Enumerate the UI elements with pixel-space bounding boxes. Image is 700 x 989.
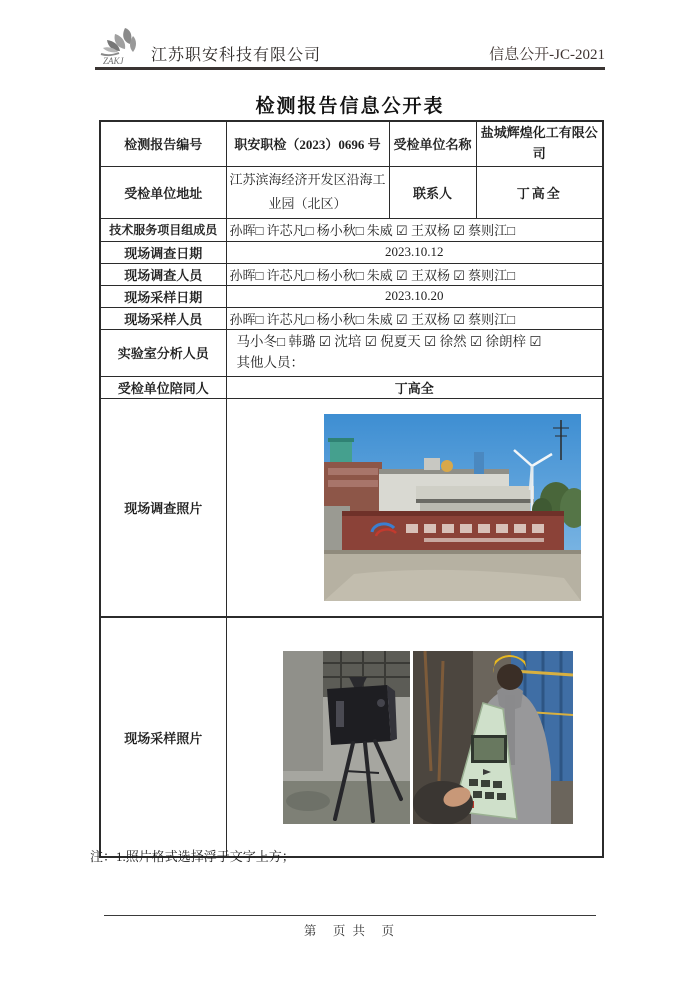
row-lab-staff: [100, 329, 603, 376]
page-number-text: 第 页 共 页: [303, 924, 397, 938]
row-sampling-photo: [100, 617, 603, 857]
survey-staff-members: 孙晖□ 许芯凡□ 杨小秋□ 朱威 ☑ 王双杨 ☑ 蔡则江□: [226, 263, 603, 285]
row-unit-addr: [100, 166, 603, 218]
row-survey-photo: [100, 398, 603, 617]
sampling-photo-label: 现场采样照片: [100, 617, 226, 857]
sampler-tripod-photo: [283, 651, 410, 824]
row-sampling-staff: [100, 307, 603, 329]
footer-rule: [104, 915, 596, 916]
row-sampling-date: [100, 285, 603, 307]
company-name: 江苏职安科技有限公司: [151, 47, 322, 64]
page-title: 检测报告信息公开表: [255, 96, 445, 117]
companion-value: 丁高全: [226, 376, 603, 398]
row-companion: [100, 376, 603, 398]
worker-meter-photo: [413, 651, 573, 824]
companion-label: 受检单位陪同人: [100, 376, 226, 398]
survey-site-photo: [324, 414, 581, 601]
row-report-no: [100, 121, 603, 166]
team-members: 孙晖□ 许芯凡□ 杨小秋□ 朱威 ☑ 王双杨 ☑ 蔡则江□: [226, 218, 603, 241]
company-logo-icon: [95, 26, 147, 66]
header-rule: [95, 67, 605, 70]
disclosure-form-table: [99, 120, 604, 858]
row-survey-date: [100, 241, 603, 263]
sampling-photo-cell: [226, 617, 603, 857]
survey-date-value: 2023.10.12: [226, 241, 603, 263]
row-team: [100, 218, 603, 241]
unit-name-value: 盐城辉煌化工有限公司: [476, 121, 603, 166]
survey-photo-cell: [226, 398, 603, 617]
sampling-date-value: 2023.10.20: [226, 285, 603, 307]
sampling-staff-label: 现场采样人员: [100, 307, 226, 329]
lab-staff-cell: [226, 329, 603, 376]
survey-date-label: 现场调查日期: [100, 241, 226, 263]
lab-staff-other: 其他人员：: [236, 354, 304, 370]
sampling-staff-members: 孙晖□ 许芯凡□ 杨小秋□ 朱威 ☑ 王双杨 ☑ 蔡则江□: [226, 307, 603, 329]
contact-label: 联系人: [389, 166, 476, 218]
contact-value: 丁高全: [476, 166, 603, 218]
svg-text:ZAKJ: ZAKJ: [103, 56, 124, 66]
lab-staff-label: 实验室分析人员: [100, 329, 226, 376]
report-no-value: 职安职检（2023）0696 号: [226, 121, 389, 166]
report-no-label: 检测报告编号: [100, 121, 226, 166]
unit-name-label: 受检单位名称: [389, 121, 476, 166]
unit-addr-label: 受检单位地址: [100, 166, 226, 218]
unit-addr-value: 江苏滨海经济开发区沿海工业园（北区）: [226, 166, 389, 218]
survey-photo-label: 现场调查照片: [100, 398, 226, 617]
sampling-date-label: 现场采样日期: [100, 285, 226, 307]
survey-staff-label: 现场调查人员: [100, 263, 226, 285]
page-header: [95, 26, 605, 66]
lab-staff-members: 马小冬□ 韩璐 ☑ 沈培 ☑ 倪夏天 ☑ 徐然 ☑ 徐朗梓 ☑: [236, 333, 542, 349]
doc-code: 信息公开-JC-2021: [489, 47, 605, 63]
footnote: 注：1.照片格式选择浮于文字上方；: [90, 849, 295, 864]
row-survey-staff: [100, 263, 603, 285]
team-label: 技术服务项目组成员: [100, 218, 226, 241]
